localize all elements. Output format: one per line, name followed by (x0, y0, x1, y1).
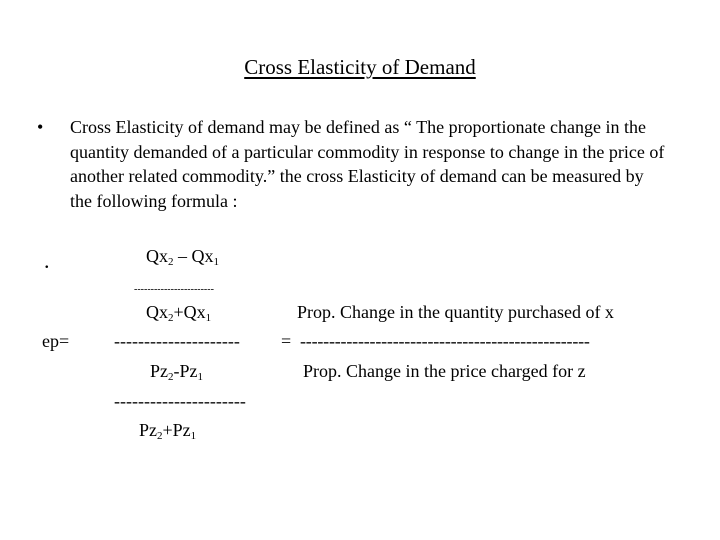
ep-label: ep= (42, 331, 70, 351)
operator: – (173, 246, 192, 266)
subscript: 2 (157, 430, 163, 442)
operator: + (173, 302, 184, 322)
operator: - (173, 361, 180, 381)
subscript: 1 (197, 371, 203, 383)
term: Pz (139, 420, 157, 440)
term: Qx (146, 302, 168, 322)
bottom-denominator (139, 420, 196, 441)
equals-sign: = (281, 331, 292, 351)
right-numerator: Prop. Change in the quantity purchased of x (297, 302, 614, 322)
subscript: 1 (190, 430, 197, 442)
right-fraction-rule: -------------------------------------------------- (300, 331, 590, 351)
subscript: 2 (168, 256, 174, 268)
term: Qx (183, 302, 206, 322)
stray-dot: . (44, 248, 50, 273)
main-fraction-rule: --------------------- (114, 331, 240, 351)
top-numerator (146, 246, 219, 267)
bottom-numerator (150, 361, 203, 382)
top-denominator (146, 302, 211, 323)
subscript: 1 (213, 256, 219, 268)
definition-text: Cross Elasticity of demand may be defined as “ The proportionate change in the quantity demanded of a particular commodity in response to change in the price of another related commodity.” the cross Elasticity of demand can be measured by the following formula : (70, 117, 665, 211)
term: Qx (191, 246, 214, 266)
operator: + (162, 420, 173, 440)
bottom-fraction-rule: ---------------------- (114, 391, 246, 411)
term: Qx (146, 246, 168, 266)
bullet-marker: • (37, 117, 44, 137)
page-title: Cross Elasticity of Demand (244, 55, 476, 79)
term: Pz (172, 420, 191, 440)
top-fraction-rule: ------------------------ (134, 284, 214, 295)
right-denominator: Prop. Change in the price charged for z (303, 361, 586, 381)
term: Pz (179, 361, 198, 381)
term: Pz (150, 361, 168, 381)
subscript: 1 (205, 312, 212, 324)
subscript: 2 (168, 371, 174, 383)
subscript: 2 (168, 312, 174, 324)
